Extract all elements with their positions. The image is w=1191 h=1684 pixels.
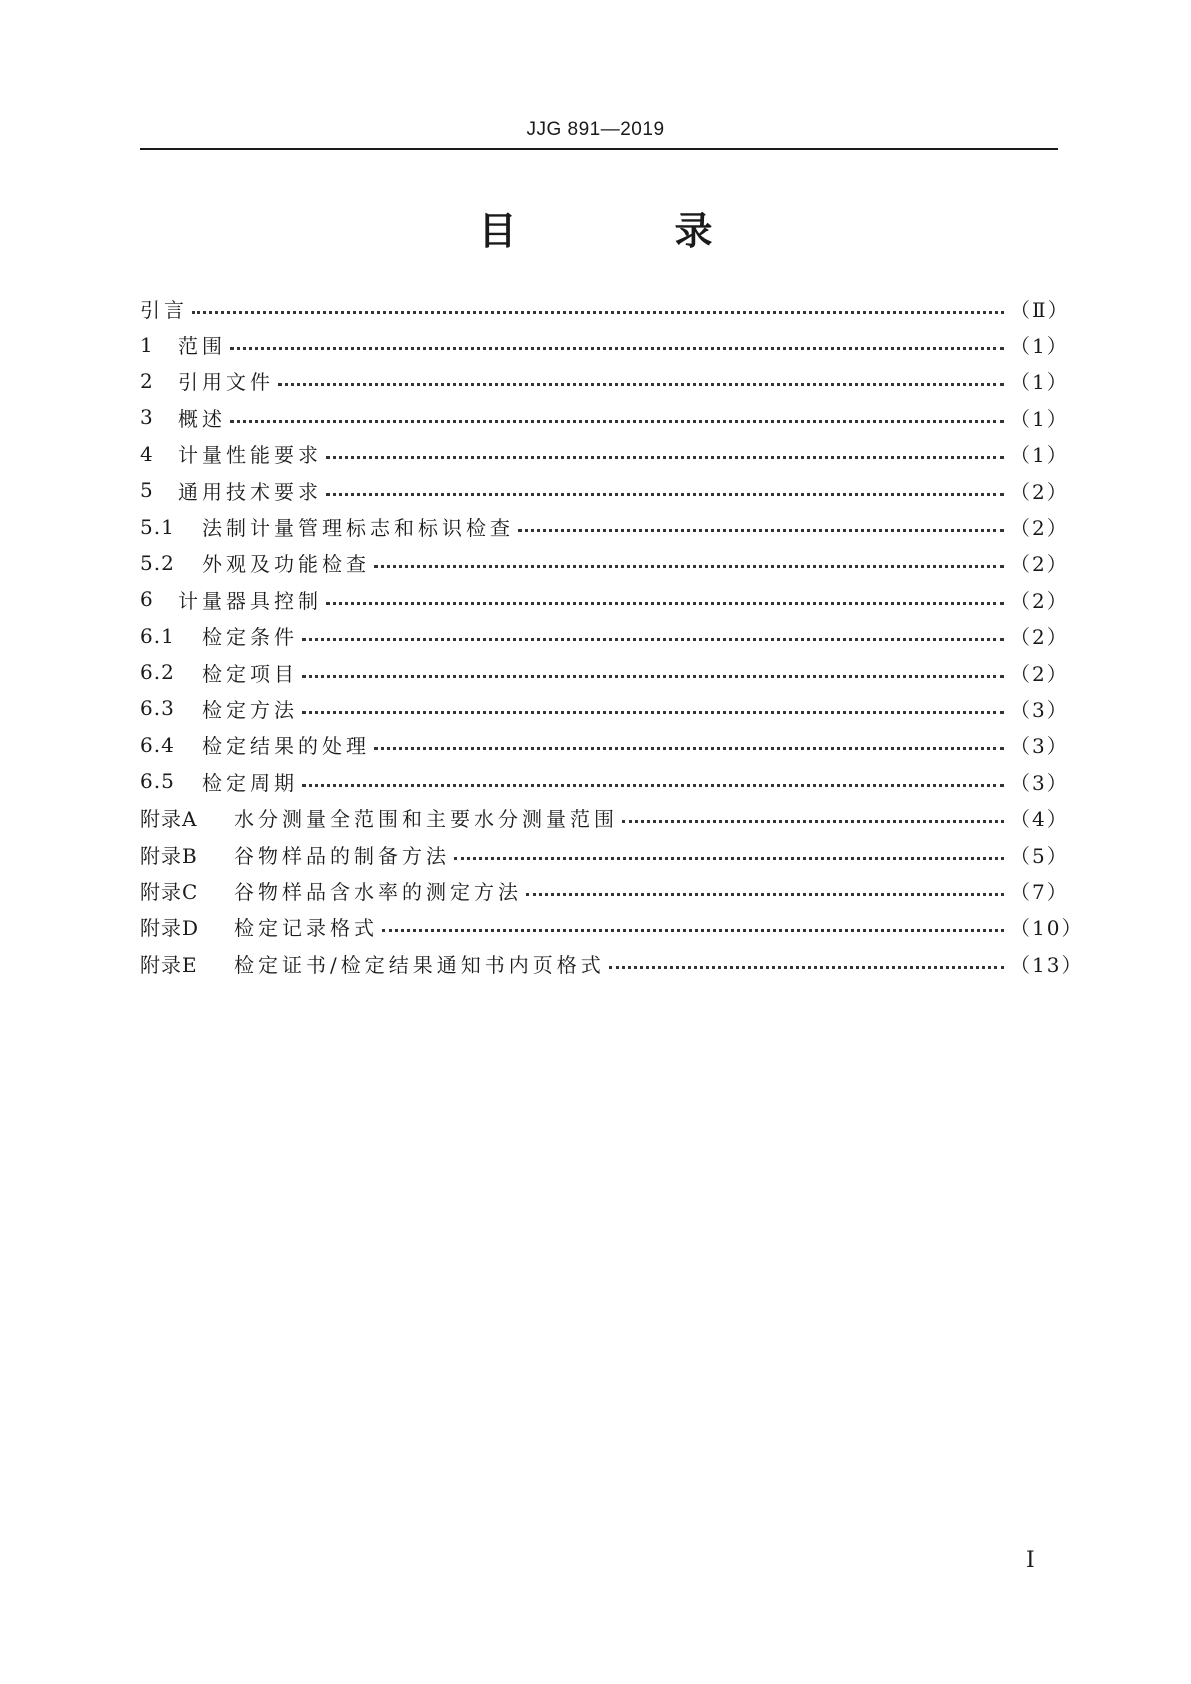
toc-entry[interactable]: [140, 727, 1069, 763]
toc-dot-leader: [302, 655, 1004, 678]
toc-entry-title: 通用技术要求: [178, 479, 322, 504]
toc-entry[interactable]: [140, 545, 1069, 581]
toc-entry-title: 谷物样品的制备方法: [234, 843, 450, 868]
toc-entry[interactable]: [140, 290, 1070, 326]
toc-entry-title: 法制计量管理标志和标识检查: [202, 516, 514, 541]
toc-entry-page: （2）: [1010, 552, 1069, 577]
toc-entry-title: 引用文件: [178, 370, 274, 395]
toc-entry-number: 2: [140, 368, 154, 393]
toc-entry[interactable]: [140, 508, 1069, 544]
toc-entry-number: 6: [140, 587, 154, 612]
toc-entry-number: 5: [140, 478, 154, 503]
toc-dot-leader: [230, 327, 1004, 350]
toc-dot-leader: [518, 509, 1004, 532]
toc-entry-page: （5）: [1010, 843, 1069, 868]
toc-dot-leader: [326, 436, 1004, 459]
toc-entry-number: 附录D: [140, 916, 200, 941]
toc-entry-title: 检定证书/检定结果通知书内页格式: [234, 952, 605, 977]
toc-entry-page: （2）: [1010, 516, 1069, 541]
toc-entry-title: 检定结果的处理: [202, 734, 370, 759]
toc-entry-title: 水分测量全范围和主要水分测量范围: [234, 807, 618, 832]
toc-entry-number: 6.3: [140, 696, 175, 721]
toc-entry-title: 谷物样品含水率的测定方法: [234, 879, 522, 904]
toc-entry-title: 引言: [140, 297, 188, 322]
table-of-contents: [140, 290, 1084, 981]
header-divider: [140, 148, 1058, 150]
toc-dot-leader: [382, 909, 1004, 932]
toc-entry-number: 3: [140, 405, 154, 430]
toc-entry-page: （3）: [1010, 770, 1069, 795]
toc-entry[interactable]: [140, 436, 1069, 472]
toc-entry-number: 附录E: [140, 952, 198, 977]
toc-entry-title: 计量性能要求: [178, 443, 322, 468]
toc-entry-title: 检定周期: [202, 770, 298, 795]
toc-dot-leader: [278, 363, 1004, 386]
toc-entry-title: 检定条件: [202, 625, 298, 650]
toc-dot-leader: [622, 800, 1004, 823]
toc-entry-title: 检定记录格式: [234, 916, 378, 941]
toc-entry-page: （3）: [1010, 697, 1069, 722]
toc-entry-title: 外观及功能检查: [202, 552, 370, 577]
toc-dot-leader: [454, 837, 1004, 860]
toc-entry-number: 6.1: [140, 623, 175, 648]
toc-entry-title: 检定项目: [202, 661, 298, 686]
toc-entry-page: （Ⅱ）: [1010, 297, 1070, 322]
toc-entry[interactable]: [140, 799, 1069, 835]
toc-dot-leader: [609, 946, 1004, 969]
toc-entry-page: （1）: [1010, 370, 1069, 395]
toc-entry-number: 6.2: [140, 660, 175, 685]
toc-entry-page: （2）: [1010, 661, 1069, 686]
toc-entry-number: 附录C: [140, 879, 199, 904]
toc-dot-leader: [374, 727, 1004, 750]
toc-entry-page: （10）: [1010, 916, 1084, 941]
toc-entry-title: 检定方法: [202, 697, 298, 722]
toc-entry[interactable]: [140, 399, 1069, 435]
toc-entry-number: 6.4: [140, 732, 175, 757]
toc-entry-number: 6.5: [140, 769, 175, 794]
toc-entry[interactable]: [140, 945, 1084, 981]
toc-entry[interactable]: [140, 363, 1069, 399]
toc-dot-leader: [302, 618, 1004, 641]
toc-entry-number: 4: [140, 441, 154, 466]
toc-dot-leader: [230, 400, 1004, 423]
toc-entry-page: （4）: [1010, 807, 1069, 832]
toc-entry-page: （13）: [1010, 952, 1084, 977]
toc-entry-page: （3）: [1010, 734, 1069, 759]
toc-entry-page: （2）: [1010, 588, 1069, 613]
toc-entry[interactable]: [140, 909, 1084, 945]
toc-entry-page: （2）: [1010, 479, 1069, 504]
document-code: JJG 891—2019: [526, 119, 665, 140]
toc-entry-page: （1）: [1010, 334, 1069, 359]
toc-entry[interactable]: [140, 654, 1069, 690]
toc-entry-title: 范围: [178, 334, 226, 359]
toc-entry-title: 计量器具控制: [178, 588, 322, 613]
page-title: 目 录: [478, 209, 773, 253]
toc-entry[interactable]: [140, 872, 1069, 908]
toc-entry-page: （2）: [1010, 625, 1069, 650]
toc-entry[interactable]: [140, 836, 1069, 872]
toc-entry-number: 5.2: [140, 550, 175, 575]
toc-entry-page: （1）: [1010, 406, 1069, 431]
toc-dot-leader: [526, 873, 1004, 896]
toc-entry-number: 5.1: [140, 514, 175, 539]
toc-dot-leader: [326, 582, 1004, 605]
toc-dot-leader: [192, 291, 1004, 314]
page-number: Ⅰ: [1026, 1548, 1035, 1573]
toc-dot-leader: [326, 473, 1004, 496]
toc-dot-leader: [374, 545, 1004, 568]
toc-entry[interactable]: [140, 690, 1069, 726]
toc-entry[interactable]: [140, 326, 1069, 362]
toc-entry-page: （1）: [1010, 443, 1069, 468]
toc-entry[interactable]: [140, 618, 1069, 654]
toc-dot-leader: [302, 691, 1004, 714]
toc-entry[interactable]: [140, 763, 1069, 799]
toc-dot-leader: [302, 764, 1004, 787]
toc-entry-number: 附录B: [140, 843, 198, 868]
toc-entry-number: 1: [140, 332, 154, 357]
toc-entry[interactable]: [140, 472, 1069, 508]
toc-entry-title: 概述: [178, 406, 226, 431]
toc-entry-page: （7）: [1010, 879, 1069, 904]
toc-entry[interactable]: [140, 581, 1069, 617]
toc-entry-number: 附录A: [140, 807, 198, 832]
